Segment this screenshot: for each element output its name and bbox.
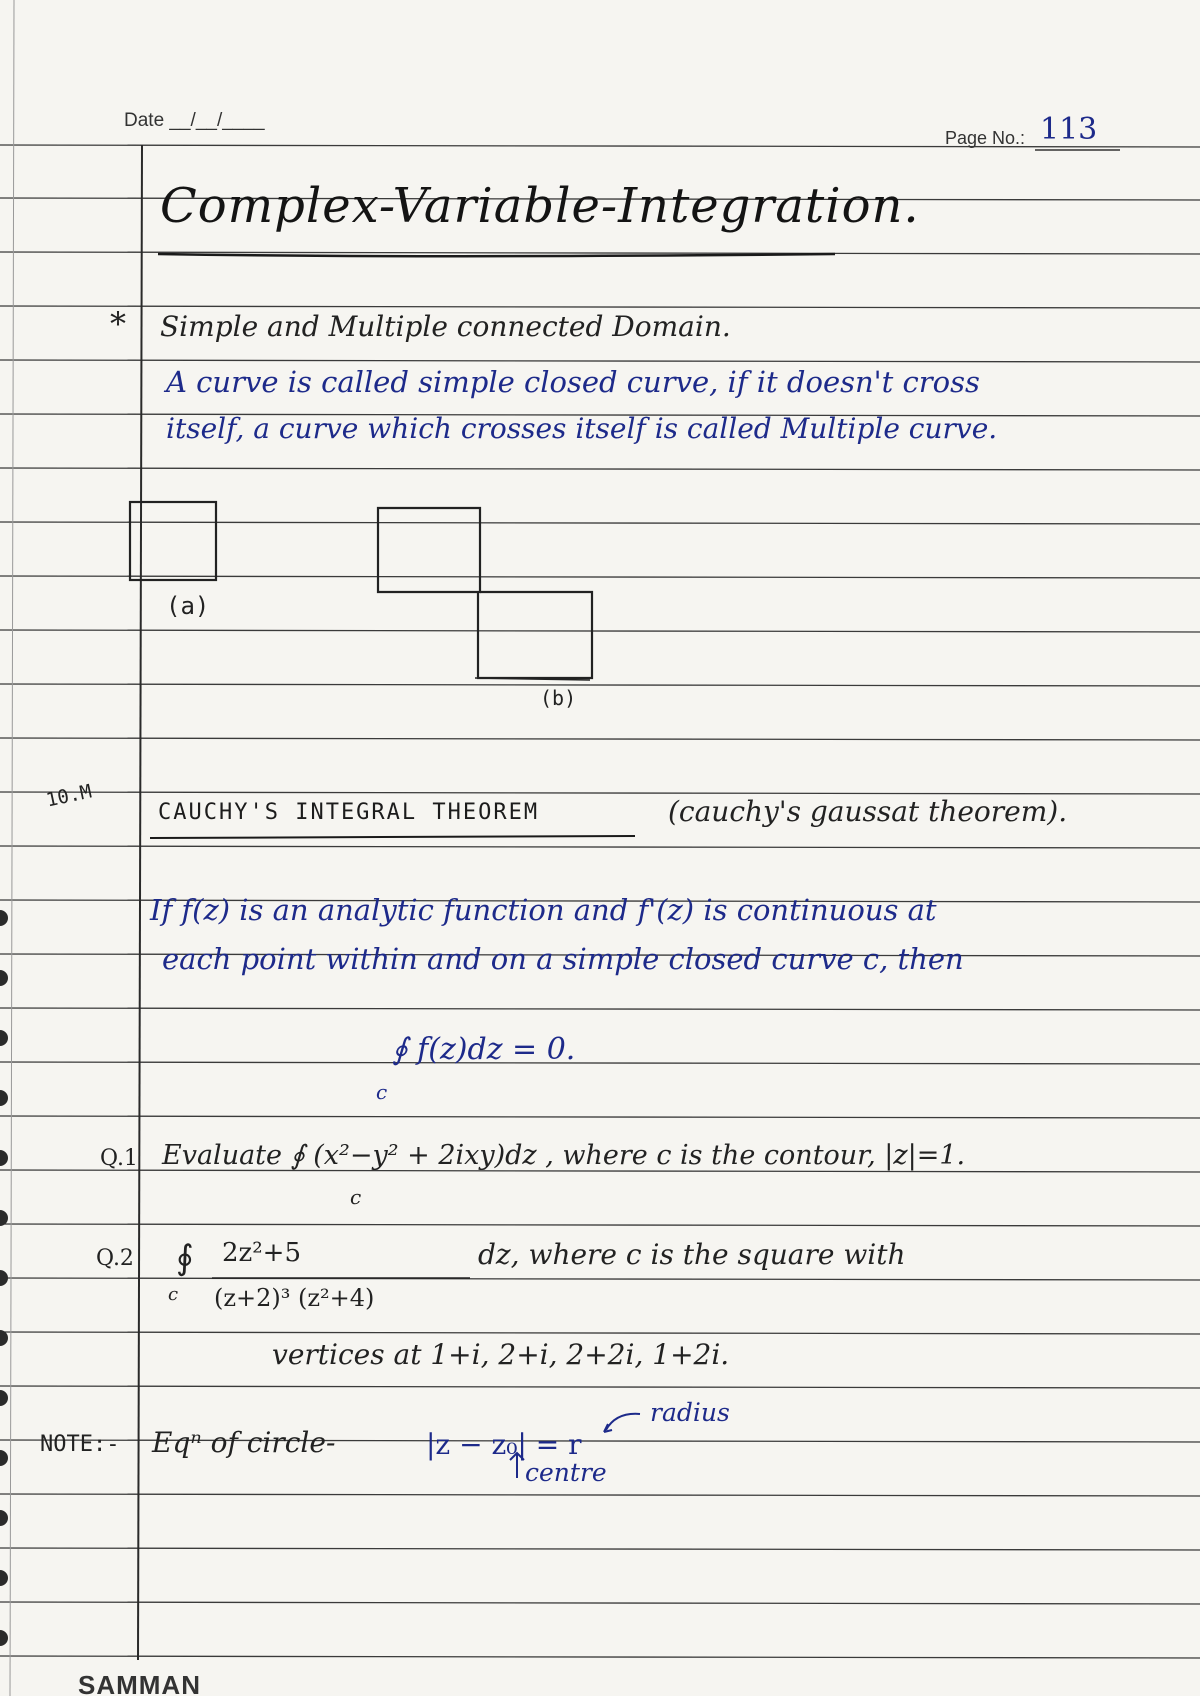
page-number: 113 (1040, 112, 1098, 147)
question-2-denominator: (z+2)³ (z²+4) (214, 1284, 375, 1312)
multiple-curve-upper (378, 508, 480, 592)
note-text: Eqⁿ of circle- (152, 1426, 336, 1459)
page-number-label: Page No.: (945, 128, 1026, 148)
question-1-subscript: c (350, 1185, 362, 1209)
note-label: NOTE:- (40, 1432, 120, 1457)
cauchy-formula: ∮ f(z)dz = 0. (392, 1032, 576, 1067)
bullet-star: * (110, 305, 126, 343)
definition-line-1: A curve is called simple closed curve, if it doesn't cross (166, 365, 980, 399)
theorem-heading: CAUCHY'S INTEGRAL THEOREM (158, 800, 540, 825)
circle-formula: |z − z₀| = r (426, 1428, 582, 1461)
date-field: Date __/__/____ (124, 110, 265, 131)
page-title: Complex-Variable-Integration. (160, 178, 920, 234)
centre-arrow (505, 1450, 535, 1480)
radius-arrow (600, 1404, 650, 1436)
definition-line-2: itself, a curve which crosses itself is called Multiple curve. (166, 412, 998, 445)
theorem-line-1: If f(z) is an analytic function and f'(z) is continuous at (150, 893, 937, 927)
fraction-bar (212, 1276, 472, 1280)
marks-annotation: 10.M (44, 780, 94, 812)
question-1-text: Evaluate ∮ (x²−y² + 2ixy)dz , where c is the contour, |z|=1. (162, 1140, 966, 1171)
question-2-vertices: vertices at 1+i, 2+i, 2+2i, 1+2i. (272, 1338, 730, 1371)
question-2-numerator: 2z²+5 (222, 1238, 301, 1268)
question-2-number: Q.2 (96, 1246, 134, 1271)
notebook-brand: SAMMAN (78, 1670, 201, 1696)
question-2-text: dz, where c is the square with (478, 1238, 906, 1271)
section-heading-domains: Simple and Multiple connected Domain. (160, 310, 731, 343)
figure-label-a: (a) (166, 592, 210, 620)
simple-curve-square (130, 502, 216, 580)
theorem-line-2: each point within and on a simple closed curve c, then (162, 942, 964, 976)
centre-annotation: centre (525, 1458, 607, 1487)
question-2-subscript: c (168, 1284, 179, 1305)
cauchy-formula-subscript: c (376, 1080, 388, 1104)
integral-sign: ∮ (176, 1238, 194, 1278)
theorem-subtitle: (cauchy's gaussat theorem). (668, 795, 1068, 828)
figure-label-b: (b) (540, 686, 577, 710)
question-1-number: Q.1 (100, 1146, 138, 1171)
radius-annotation: radius (650, 1398, 730, 1427)
multiple-curve-lower (478, 592, 592, 678)
